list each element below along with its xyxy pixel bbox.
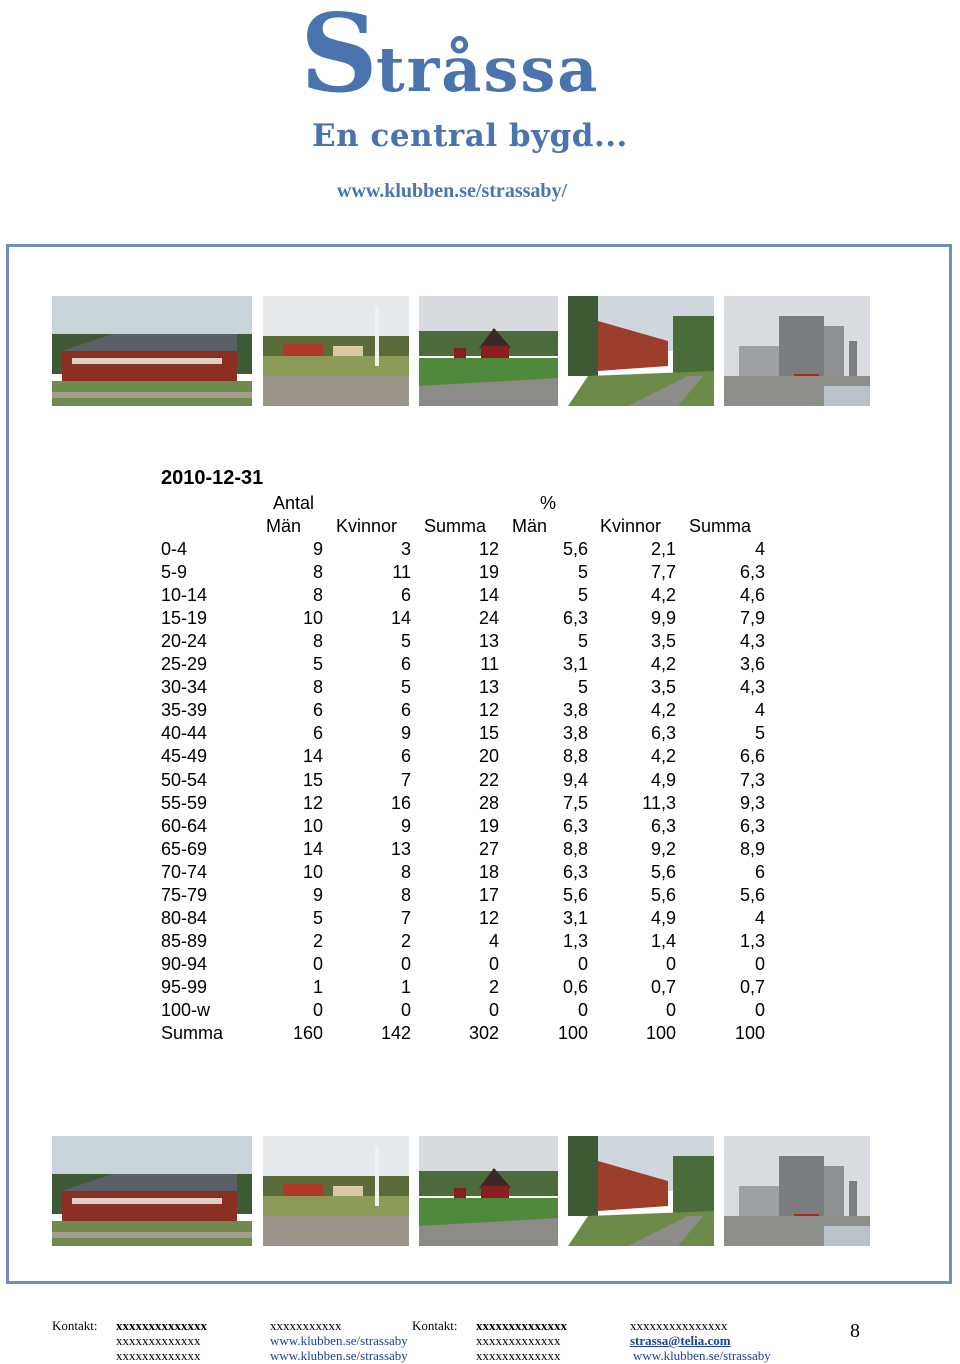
table-cell: 8 [312, 631, 323, 652]
table-cell: 0 [400, 1000, 411, 1020]
table-cell: 9,9 [650, 608, 676, 629]
table-row [161, 585, 781, 608]
column-header-row [161, 516, 781, 539]
footer-text: xxxxxxxxxxxxx [116, 1348, 201, 1363]
table-cell: 9 [400, 723, 411, 744]
age-group-label: 90-94 [161, 953, 208, 974]
table-cell: 5 [312, 907, 323, 928]
header-antal: Antal [273, 493, 315, 513]
logo-text: tråssa [376, 33, 600, 106]
table-cell: 100 [557, 1023, 588, 1044]
table-row [161, 885, 781, 908]
table-cell: 12 [478, 907, 499, 928]
table-cell: 6 [400, 746, 411, 767]
table-cell: 5 [400, 677, 411, 698]
table-cell: 5,6 [650, 861, 676, 882]
table-cell: 4 [754, 539, 765, 559]
table-cell: 1,4 [650, 930, 676, 951]
table-row [161, 908, 781, 931]
table-cell: 302 [468, 1023, 499, 1044]
table-cell: 0,6 [562, 976, 588, 997]
table-cell: 100 [645, 1023, 676, 1044]
table-cell: 4,3 [739, 631, 765, 652]
table-cell: 142 [380, 1023, 411, 1044]
table-cell: 7 [400, 769, 411, 790]
table-date: 2010-12-31 [161, 467, 264, 489]
table-cell: 12 [478, 539, 499, 559]
table-cell: 15 [478, 723, 499, 744]
table-cell: 5,6 [650, 884, 676, 905]
table-cell: 5,6 [562, 884, 588, 905]
table-cell: 13 [478, 631, 499, 652]
table-cell: 3,1 [562, 907, 588, 928]
table-cell: 0,7 [739, 976, 765, 997]
photo-school-building [52, 1136, 252, 1246]
table-cell: 6,3 [739, 815, 765, 836]
table-cell: 8,9 [739, 838, 765, 859]
table-cell: 0 [665, 1000, 676, 1020]
photo-village-road [263, 296, 409, 406]
table-cell: 7,7 [650, 562, 676, 583]
photo-mine-tower [724, 296, 870, 406]
footer-text: xxxxxxxxxxxxx [476, 1333, 561, 1348]
table-cell: 8 [312, 562, 323, 583]
table-cell: 5 [312, 654, 323, 675]
footer-text: xxxxxxxxxxxxxx [116, 1318, 207, 1333]
table-cell: 7 [400, 907, 411, 928]
table-cell: 5 [754, 723, 765, 744]
table-cell: 13 [478, 677, 499, 698]
age-group-label: 10-14 [161, 585, 208, 606]
table-cell: 0 [577, 1000, 588, 1020]
table-cell: 18 [478, 861, 499, 882]
table-cell: 4,3 [739, 677, 765, 698]
footer-text: xxxxxxxxxxxxx [476, 1348, 561, 1363]
table-cell: 13 [390, 838, 411, 859]
table-cell: 1 [400, 976, 411, 997]
table-cell: 0 [312, 953, 323, 974]
table-cell: 5 [577, 585, 588, 606]
footer-text: xxxxxxxxxxx [270, 1318, 342, 1333]
photo-mine-tower [724, 1136, 870, 1246]
logo-initial: S [300, 0, 376, 117]
photo-red-chapel [419, 1136, 558, 1246]
photo-strip-top [52, 296, 872, 406]
table-cell: 4,9 [650, 769, 676, 790]
table-cell: 8 [312, 677, 323, 698]
footer-link[interactable]: www.klubben.se/strassaby [270, 1333, 408, 1348]
column-header: Summa [424, 516, 487, 536]
table-row [161, 1023, 781, 1046]
table-cell: 5 [577, 631, 588, 652]
header-percent: % [540, 493, 557, 513]
table-cell: 14 [302, 838, 323, 859]
table-cell: 8,8 [562, 746, 588, 767]
table-cell: 160 [292, 1023, 323, 1044]
table-cell: 6,3 [562, 608, 588, 629]
table-cell: 8,8 [562, 838, 588, 859]
table-cell: 4 [488, 930, 499, 951]
table-cell: 4,9 [650, 907, 676, 928]
table-cell: 4,2 [650, 585, 676, 606]
footer-text: xxxxxxxxxxxxxx [476, 1318, 567, 1333]
table-cell: 20 [478, 746, 499, 767]
footer-text: xxxxxxxxxxxxx [116, 1333, 201, 1348]
table-cell: 100 [734, 1023, 765, 1044]
table-row [161, 746, 781, 769]
table-cell: 6 [400, 654, 411, 675]
table-row [161, 770, 781, 793]
table-cell: 7,5 [562, 792, 588, 813]
table-row [161, 677, 781, 700]
table-cell: 2 [312, 930, 323, 951]
table-cell: 5 [577, 677, 588, 698]
strassa-logo [300, 0, 600, 117]
table-row [161, 816, 781, 839]
footer-link[interactable]: www.klubben.se/strassaby [270, 1348, 408, 1363]
table-row [161, 839, 781, 862]
table-cell: 10 [302, 861, 323, 882]
age-group-label: 60-64 [161, 815, 208, 836]
table-row [161, 793, 781, 816]
table-cell: 14 [390, 608, 411, 629]
footer-email-link[interactable]: strassa@telia.com [630, 1333, 731, 1348]
age-group-label: 40-44 [161, 723, 208, 744]
table-cell: 19 [478, 562, 499, 583]
table-cell: 5 [577, 562, 588, 583]
table-cell: 0 [577, 953, 588, 974]
table-cell: 14 [302, 746, 323, 767]
footer-link[interactable]: www.klubben.se/strassaby [633, 1348, 771, 1363]
table-cell: 6 [400, 585, 411, 606]
table-cell: 2,1 [650, 539, 676, 559]
age-group-label: 75-79 [161, 884, 208, 905]
column-header: Män [512, 516, 548, 536]
table-cell: 6,3 [739, 562, 765, 583]
table-row [161, 862, 781, 885]
column-header: Kvinnor [600, 516, 662, 536]
table-cell: 6,6 [739, 746, 765, 767]
table-cell: 3 [400, 539, 411, 559]
page-header [0, 0, 960, 240]
footer-text: xxxxxxxxxxxxxxx [630, 1318, 728, 1333]
table-cell: 8 [400, 884, 411, 905]
table-cell: 6,3 [650, 815, 676, 836]
table-cell: 0 [400, 953, 411, 974]
column-header: Summa [689, 516, 752, 536]
table-cell: 4 [754, 700, 765, 721]
table-cell: 3,1 [562, 654, 588, 675]
age-group-label: 15-19 [161, 608, 208, 629]
page-number: 8 [850, 1320, 860, 1342]
table-cell: 0 [488, 1000, 499, 1020]
table-cell: 16 [390, 792, 411, 813]
table-cell: 17 [478, 884, 499, 905]
photo-red-chapel [419, 296, 558, 406]
table-cell: 10 [302, 608, 323, 629]
table-cell: 4,2 [650, 654, 676, 675]
table-row [161, 562, 781, 585]
contact-label: Kontakt: [52, 1318, 98, 1333]
table-cell: 7,9 [739, 608, 765, 629]
table-cell: 19 [478, 815, 499, 836]
table-cell: 6,3 [562, 861, 588, 882]
table-cell: 11 [392, 562, 411, 583]
column-header: Kvinnor [336, 516, 398, 536]
age-group-label: Summa [161, 1023, 224, 1044]
table-cell: 9 [312, 884, 323, 905]
table-cell: 27 [478, 838, 499, 859]
table-cell: 6,3 [650, 723, 676, 744]
table-row [161, 539, 781, 562]
table-cell: 0,7 [650, 976, 676, 997]
age-group-label: 80-84 [161, 907, 208, 928]
age-group-label: 30-34 [161, 677, 208, 698]
table-cell: 1,3 [562, 930, 588, 951]
table-cell: 5 [400, 631, 411, 652]
column-header: Män [266, 516, 302, 536]
table-cell: 10 [302, 815, 323, 836]
table-cell: 8 [312, 585, 323, 606]
table-cell: 2 [488, 976, 499, 997]
table-cell: 9 [400, 815, 411, 836]
table-row [161, 954, 781, 977]
age-group-label: 55-59 [161, 792, 208, 813]
tagline: En central bygd... [312, 118, 628, 154]
table-cell: 12 [478, 700, 499, 721]
age-group-label: 85-89 [161, 930, 208, 951]
table-cell: 6,3 [562, 815, 588, 836]
table-cell: 9,4 [562, 769, 588, 790]
table-row [161, 608, 781, 631]
table-cell: 0 [754, 1000, 765, 1020]
age-group-label: 35-39 [161, 700, 208, 721]
table-cell: 11 [480, 654, 499, 675]
table-cell: 15 [302, 769, 323, 790]
table-cell: 9,3 [739, 792, 765, 813]
website-link[interactable]: www.klubben.se/strassaby/ [337, 180, 568, 202]
table-cell: 2 [400, 930, 411, 951]
age-group-label: 25-29 [161, 654, 208, 675]
table-cell: 0 [488, 953, 499, 974]
table-cell: 1,3 [739, 930, 765, 951]
table-row [161, 977, 781, 1000]
photo-brick-building [568, 296, 714, 406]
contact-label: Kontakt: [412, 1318, 458, 1333]
table-cell: 9 [312, 539, 323, 559]
table-cell: 22 [478, 769, 499, 790]
table-cell: 7,3 [739, 769, 765, 790]
page-footer [0, 1318, 960, 1363]
age-group-label: 95-99 [161, 976, 208, 997]
table-cell: 8 [400, 861, 411, 882]
table-row [161, 931, 781, 954]
age-group-label: 65-69 [161, 838, 208, 859]
age-group-label: 70-74 [161, 861, 208, 882]
table-cell: 4,2 [650, 746, 676, 767]
table-cell: 14 [478, 585, 499, 606]
photo-school-building [52, 296, 252, 406]
table-cell: 4 [754, 907, 765, 928]
table-row [161, 723, 781, 746]
age-group-label: 20-24 [161, 631, 208, 652]
table-cell: 28 [478, 792, 499, 813]
table-cell: 24 [478, 608, 499, 629]
table-row [161, 700, 781, 723]
table-cell: 6 [400, 700, 411, 721]
table-cell: 11,3 [642, 792, 676, 813]
table-cell: 9,2 [650, 838, 676, 859]
table-cell: 6 [312, 700, 323, 721]
table-row [161, 1000, 781, 1023]
table-cell: 6 [754, 861, 765, 882]
table-cell: 12 [302, 792, 323, 813]
table-cell: 6 [312, 723, 323, 744]
table-cell: 3,8 [562, 723, 588, 744]
photo-brick-building [568, 1136, 714, 1246]
age-group-label: 45-49 [161, 746, 208, 767]
photo-strip-bottom [52, 1136, 872, 1246]
table-cell: 5,6 [562, 539, 588, 559]
table-cell: 3,5 [650, 631, 676, 652]
photo-village-road [263, 1136, 409, 1246]
age-group-label: 5-9 [161, 562, 188, 583]
table-row [161, 654, 781, 677]
table-cell: 3,5 [650, 677, 676, 698]
table-cell: 4,6 [739, 585, 765, 606]
table-cell: 0 [665, 953, 676, 974]
table-cell: 3,8 [562, 700, 588, 721]
table-cell: 0 [754, 953, 765, 974]
table-cell: 4,2 [650, 700, 676, 721]
table-cell: 3,6 [739, 654, 765, 675]
age-group-label: 50-54 [161, 769, 208, 790]
table-row [161, 631, 781, 654]
age-group-label: 0-4 [161, 539, 188, 559]
table-cell: 0 [312, 1000, 323, 1020]
age-group-label: 100-w [161, 1000, 211, 1020]
table-cell: 5,6 [739, 884, 765, 905]
table-cell: 1 [312, 976, 323, 997]
